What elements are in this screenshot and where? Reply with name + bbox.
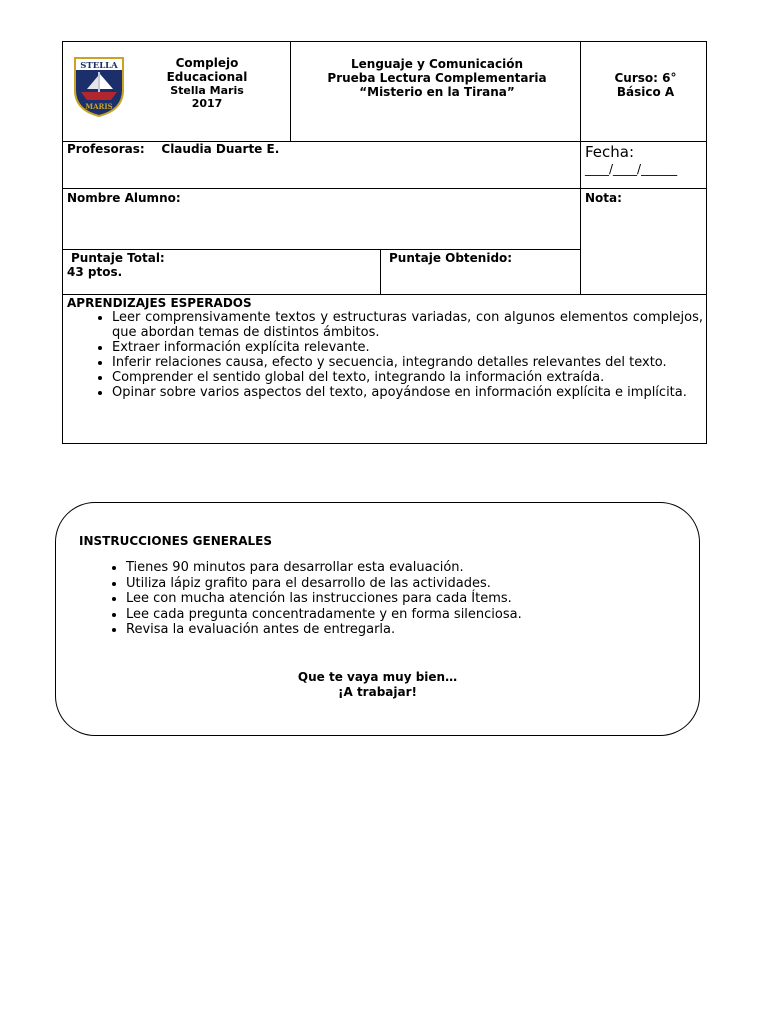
total-score-field (67, 251, 165, 279)
closing-message: ¡A trabajar! (338, 685, 417, 699)
subject-line: Prueba Lectura Complementaria (327, 71, 547, 85)
total-score-value: 43 ptos. (67, 265, 123, 279)
header-table (62, 41, 707, 444)
list-item: • Tienes 90 minutos para desarrollar esta evaluación. (126, 560, 686, 576)
learning-list (67, 310, 703, 400)
school-year: 2017 (191, 97, 223, 110)
list-item: • Comprender el sentido global del texto, integrando la información extraída. (112, 370, 703, 385)
obtained-score-field[interactable]: Puntaje Obtenido: (389, 251, 513, 265)
divider (63, 188, 706, 189)
subject-line: Lenguaje y Comunicación (351, 57, 523, 71)
school-name (123, 56, 291, 110)
list-item: • Utiliza lápiz grafito para el desarrollo de las actividades. (126, 576, 686, 592)
course-line: Básico A (616, 85, 675, 99)
course-info (583, 71, 708, 99)
divider (63, 249, 580, 250)
learning-title: APRENDIZAJES ESPERADOS (67, 296, 252, 310)
teachers-label: Profesoras: (67, 142, 145, 156)
date-field[interactable] (585, 144, 677, 176)
list-item: • Leer comprensivamente textos y estructuras variadas, con algunos elementos complejos, que abordan temas de distintos ámbitos. (112, 310, 703, 340)
subject-title (293, 57, 581, 99)
learning-objectives (67, 296, 703, 400)
divider (380, 249, 381, 295)
closing-message: Que te vaya muy bien… (297, 670, 458, 684)
teachers-field (67, 142, 279, 156)
course-line: Curso: 6° (614, 71, 677, 85)
instructions-title: INSTRUCCIONES GENERALES (79, 534, 272, 548)
list-item: • Lee con mucha atención las instrucciones para cada Ítems. (126, 591, 686, 607)
list-item: • Inferir relaciones causa, efecto y secuencia, integrando detalles relevantes del texto. (112, 355, 703, 370)
crest-top-text: STELLA (80, 61, 118, 71)
date-label: Fecha: (585, 143, 635, 161)
school-line: Educacional (166, 70, 248, 84)
total-score-label: Puntaje Total: (71, 251, 165, 265)
divider (580, 141, 581, 295)
date-blank: ____/____/______ (585, 162, 678, 176)
list-item: • Extraer información explícita relevante. (112, 340, 703, 355)
crest-bottom-text: MARIS (85, 102, 113, 111)
teachers-value: Claudia Duarte E. (161, 142, 280, 156)
school-line: Complejo (175, 56, 239, 70)
divider (63, 294, 706, 295)
instructions-box (55, 502, 700, 736)
list-item: • Revisa la evaluación antes de entregarla. (126, 622, 686, 638)
instructions-list (56, 560, 686, 638)
school-crest-icon (73, 56, 125, 118)
subject-line: “Misterio en la Tirana” (359, 85, 515, 99)
list-item: • Opinar sobre varios aspectos del texto, apoyándose en información explícita e implícita. (112, 385, 703, 400)
student-name-field[interactable]: Nombre Alumno: (67, 191, 181, 205)
school-line: Stella Maris (170, 84, 244, 97)
list-item: • Lee cada pregunta concentradamente y en forma silenciosa. (126, 607, 686, 623)
grade-field[interactable]: Nota: (585, 191, 622, 205)
